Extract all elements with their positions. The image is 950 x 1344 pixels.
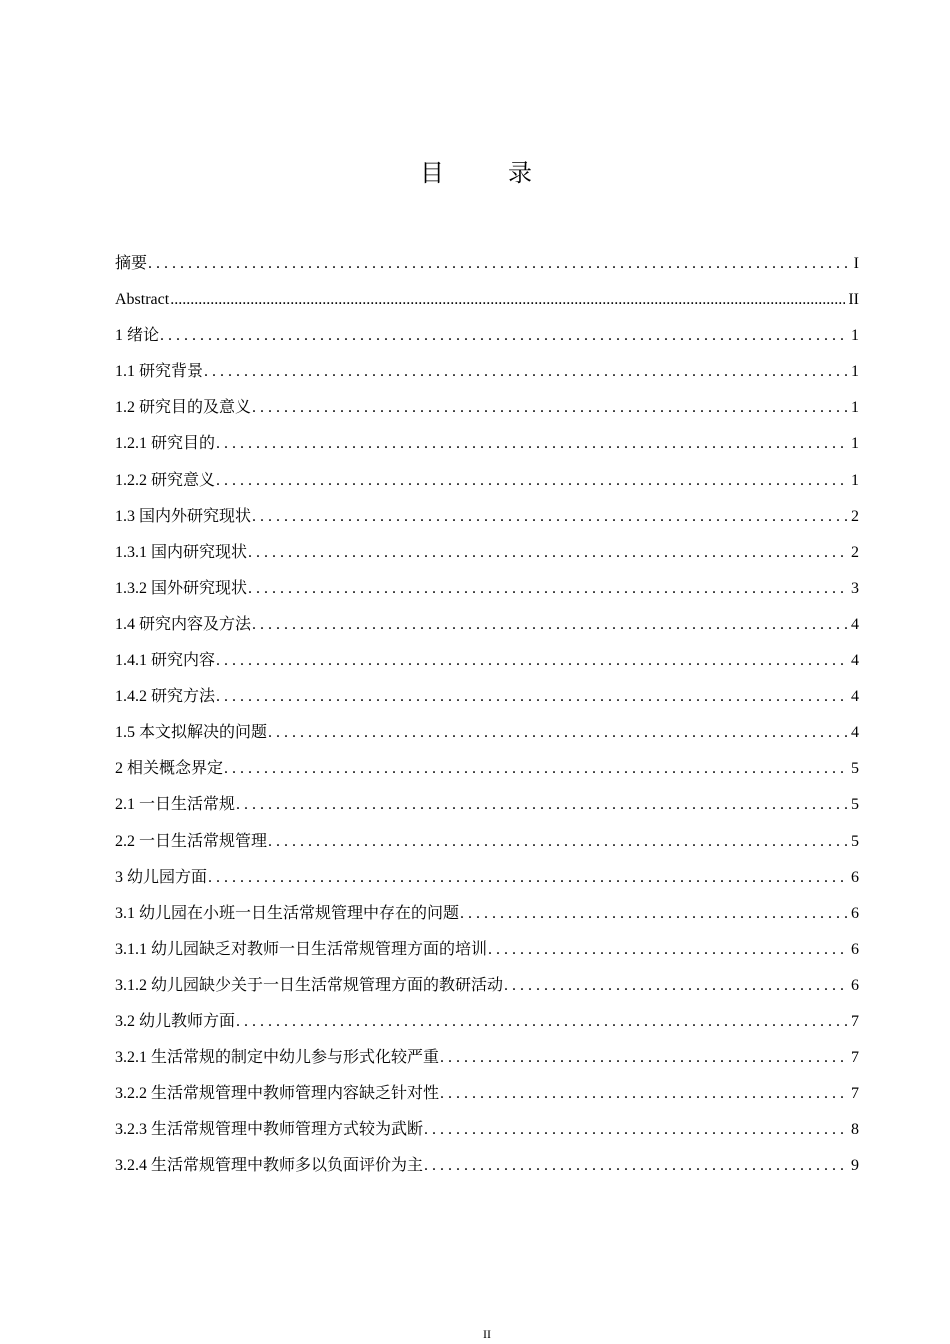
toc-entry-leader [160, 324, 848, 348]
toc-entry-leader [216, 685, 848, 709]
toc-entry-page: 3 [851, 579, 859, 597]
toc-entry-leader [236, 793, 848, 817]
toc-entry[interactable] [115, 685, 859, 721]
toc-entry-page: I [853, 255, 859, 272]
toc-entry-leader [268, 721, 848, 745]
toc-entry[interactable] [115, 360, 859, 396]
toc-entry-leader [252, 505, 848, 529]
toc-entry-label: 1.2.2 研究意义 [115, 471, 216, 489]
toc-entry-leader [252, 396, 848, 420]
toc-entry[interactable] [115, 432, 859, 468]
toc-entry-leader [488, 938, 848, 962]
toc-entry-leader [424, 1118, 848, 1142]
toc-entry-page: 2 [851, 507, 859, 525]
toc-entry-page: 7 [851, 1049, 859, 1067]
toc-entry-page: 4 [851, 724, 859, 742]
toc-entry[interactable] [115, 252, 859, 288]
toc-entry-label: 3.1.2 幼儿园缺少关于一日生活常规管理方面的教研活动 [115, 976, 504, 994]
toc-entry-leader [170, 288, 845, 312]
toc-entry-page: 8 [851, 1121, 859, 1139]
toc-entry-label: 3.2.3 生活常规管理中教师管理方式较为武断 [115, 1121, 424, 1139]
toc-entry-page: 2 [851, 543, 859, 561]
toc-entry-label: 1.1 研究背景 [115, 363, 204, 381]
toc-entry[interactable] [115, 541, 859, 577]
toc-entry-label: 3 幼儿园方面 [115, 868, 208, 886]
toc-entry[interactable] [115, 793, 859, 829]
toc-entry[interactable] [115, 288, 859, 324]
toc-entry-page: 6 [851, 976, 859, 994]
toc-entry[interactable] [115, 974, 859, 1010]
toc-entry-label: 1 绪论 [115, 327, 160, 345]
toc-entry[interactable] [115, 830, 859, 866]
toc-entry-leader [440, 1082, 848, 1106]
toc-entry-leader [148, 252, 851, 276]
toc-entry[interactable] [115, 649, 859, 685]
toc-entry-leader [248, 577, 848, 601]
toc-entry[interactable] [115, 1082, 859, 1118]
toc-entry-page: 1 [851, 471, 859, 489]
toc-entry-leader [236, 1010, 848, 1034]
toc-entry-leader [248, 541, 848, 565]
toc-entry-label: 1.5 本文拟解决的问题 [115, 724, 268, 742]
toc-entry[interactable] [115, 1118, 859, 1154]
toc-entry[interactable] [115, 1154, 859, 1190]
toc-entry[interactable] [115, 902, 859, 938]
toc-entry-leader [504, 974, 848, 998]
toc-entry-leader [216, 469, 848, 493]
toc-entry-leader [252, 613, 848, 637]
toc-entry-leader [204, 360, 848, 384]
toc-entry-page: 1 [851, 399, 859, 417]
toc-entry-label: Abstract [115, 291, 170, 309]
toc-entry[interactable] [115, 1010, 859, 1046]
toc-entry-leader [460, 902, 848, 926]
toc-entry-label: 1.4.2 研究方法 [115, 688, 216, 706]
toc-entry-leader [224, 757, 848, 781]
toc-entry[interactable] [115, 469, 859, 505]
toc-entry-label: 1.3 国内外研究现状 [115, 507, 252, 525]
toc-entry-leader [216, 432, 848, 456]
toc-entry-label: 3.2.4 生活常规管理中教师多以负面评价为主 [115, 1157, 424, 1175]
toc-entry-page: 4 [851, 652, 859, 670]
toc-entry[interactable] [115, 396, 859, 432]
toc-entry-label: 3.2.2 生活常规管理中教师管理内容缺乏针对性 [115, 1085, 440, 1103]
toc-entry-page: 6 [851, 904, 859, 922]
toc-entry-page: 7 [851, 1085, 859, 1103]
toc-entry-leader [208, 866, 848, 890]
toc-entry-label: 1.3.1 国内研究现状 [115, 543, 248, 561]
toc-entry-label: 1.4 研究内容及方法 [115, 615, 252, 633]
toc-entry-page: 5 [851, 796, 859, 814]
footer-page-number: II [483, 1327, 491, 1341]
toc-entry[interactable] [115, 613, 859, 649]
toc-entry-label: 2.2 一日生活常规管理 [115, 832, 268, 850]
toc-entry-label: 2.1 一日生活常规 [115, 796, 236, 814]
toc-list [115, 252, 859, 1190]
toc-entry-page: 7 [851, 1012, 859, 1030]
toc-entry-leader [440, 1046, 848, 1070]
toc-entry-page: 5 [851, 760, 859, 778]
toc-entry-page: 4 [851, 615, 859, 633]
toc-entry[interactable] [115, 938, 859, 974]
toc-entry[interactable] [115, 577, 859, 613]
toc-entry-page: 6 [851, 868, 859, 886]
toc-entry-label: 摘要 [115, 255, 148, 272]
toc-entry-page: 1 [851, 327, 859, 345]
toc-entry[interactable] [115, 721, 859, 757]
toc-entry-label: 1.2 研究目的及意义 [115, 399, 252, 417]
toc-entry-leader [268, 830, 848, 854]
toc-entry-page: 6 [851, 940, 859, 958]
toc-entry-label: 3.1.1 幼儿园缺乏对教师一日生活常规管理方面的培训 [115, 940, 488, 958]
toc-entry-label: 1.2.1 研究目的 [115, 435, 216, 453]
toc-entry-label: 3.2 幼儿教师方面 [115, 1012, 236, 1030]
toc-entry-page: 1 [851, 363, 859, 381]
toc-entry-page: 1 [851, 435, 859, 453]
toc-entry-page: 9 [851, 1157, 859, 1175]
toc-entry-leader [424, 1154, 848, 1178]
toc-entry-page: II [848, 291, 859, 309]
toc-entry-label: 3.1 幼儿园在小班一日生活常规管理中存在的问题 [115, 904, 460, 922]
toc-entry-page: 5 [851, 832, 859, 850]
toc-entry-label: 3.2.1 生活常规的制定中幼儿参与形式化较严重 [115, 1049, 440, 1067]
toc-entry[interactable] [115, 866, 859, 902]
toc-entry-leader [216, 649, 848, 673]
toc-title: 目 录 [420, 161, 552, 187]
toc-entry[interactable] [115, 757, 859, 793]
toc-entry-label: 2 相关概念界定 [115, 760, 224, 778]
toc-entry-page: 4 [851, 688, 859, 706]
toc-entry-label: 1.3.2 国外研究现状 [115, 579, 248, 597]
toc-entry[interactable] [115, 324, 859, 360]
toc-entry[interactable] [115, 505, 859, 541]
toc-entry-label: 1.4.1 研究内容 [115, 652, 216, 670]
toc-entry[interactable] [115, 1046, 859, 1082]
